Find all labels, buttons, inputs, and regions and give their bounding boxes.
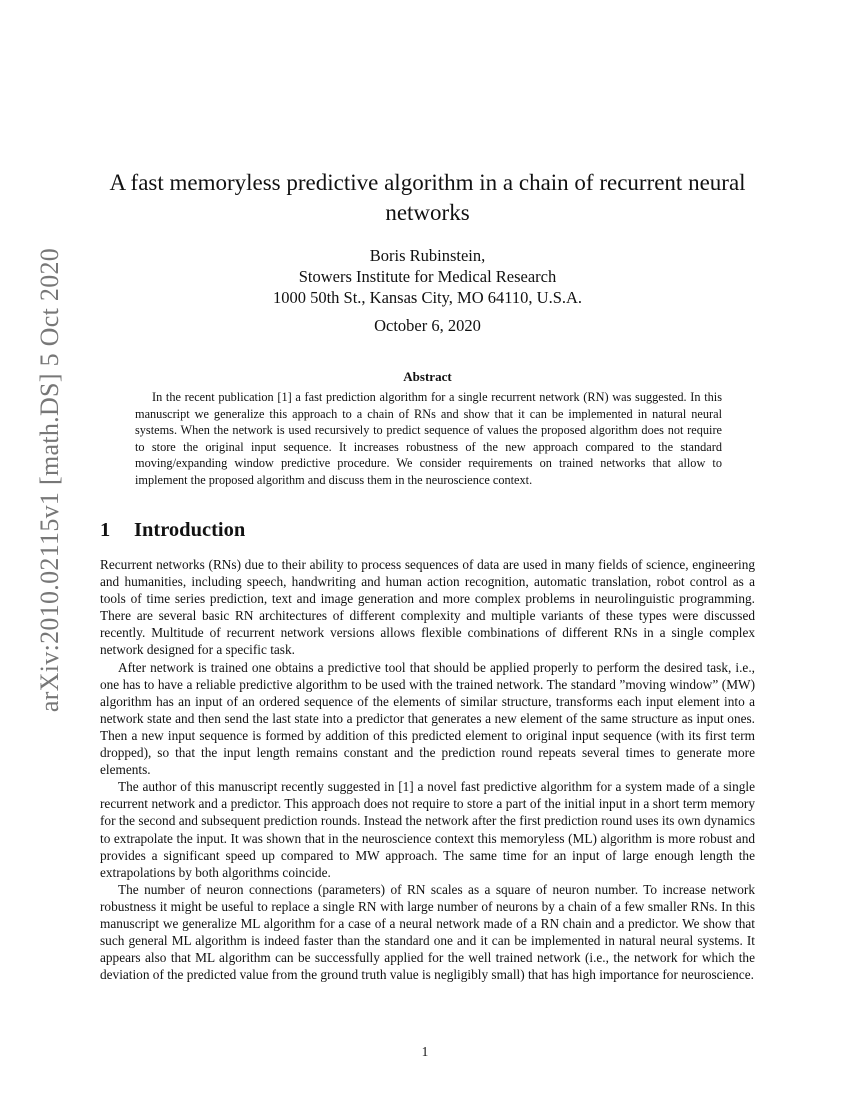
paper-date: October 6, 2020	[374, 316, 481, 335]
body-paragraph: Recurrent networks (RNs) due to their ability to process sequences of data are used in many fields of science, engineering and humanities, including speech, handwriting and human action recognition, automatic translation, robot control as a tools of time series prediction, text and image generation and more complex problems in neurolinguistic programming. There are several basic RN architectures of different complexity and multiple variants of these types were discussed recently. Multitude of recurrent network versions allows flexible combinations of different RNs in a single complex network designed for a specific task.	[100, 557, 755, 658]
abstract-heading: Abstract	[403, 369, 452, 384]
paper-title: A fast memoryless predictive algorithm in a chain of recurrent neural networks	[109, 170, 746, 225]
abstract-text: In the recent publication [1] a fast prediction algorithm for a single recurrent network (RN) was suggested. In this manuscript we generalize this approach to a chain of RNs and show that it can be implemented in natural neural systems. When the network is used recursively to predict sequence of values the proposed algorithm does not require to store the original input sequence. It increases robustness of the new approach compared to the standard moving/expanding window predictive procedure. We consider requirements on trained networks that allow to implement the proposed algorithm and discuss them in the neuroscience context.	[135, 390, 722, 487]
section-body	[100, 556, 755, 983]
body-paragraph: The number of neuron connections (parameters) of RN scales as a square of neuron number. To increase network robustness it might be useful to replace a single RN with large number of neurons by a chain of a few smaller RNs. In this manuscript we generalize ML algorithm for a case of a neural network made of a RN chain and a predictor. We show that such general ML algorithm is indeed faster than the standard one and it can be implemented in natural neural systems. It appears also that ML algorithm can be successfully applied for the well trained network (i.e., the network for which the deviation of the predicted value from the ground truth value is negligibly small) that has high importance for neuroscience.	[100, 881, 755, 983]
author-affiliation: Stowers Institute for Medical Research	[298, 267, 557, 286]
page-number: 1	[421, 1044, 429, 1059]
author-block	[100, 245, 755, 308]
section-title: Introduction	[134, 519, 246, 541]
arxiv-identifier-stamp: arXiv:2010.02115v1 [math.DS] 5 Oct 2020	[35, 247, 64, 713]
author-address: 1000 50th St., Kansas City, MO 64110, U.S.A.	[272, 288, 583, 307]
body-paragraph: After network is trained one obtains a predictive tool that should be applied properly to perform the desired task, i.e., one has to have a reliable predictive algorithm to be used with the trained network. The standard ”moving window” (MW) algorithm has an input of an ordered sequence of the elements of similar structure, transforms each input element into a network state and then send the last state into a predictor that generates a new element of the same structure as input ones. Then a new input sequence is formed by addition of this predicted element to original input sequence (with its first term dropped), so that the input length remains constant and the prediction round repeats several times to generate more elements.	[100, 659, 755, 778]
author-name: Boris Rubinstein,	[369, 246, 486, 265]
section-heading	[100, 519, 245, 542]
section-number: 1	[100, 519, 111, 541]
body-paragraph: The author of this manuscript recently suggested in [1] a novel fast predictive algorithm for a system made of a single recurrent network and a predictor. This approach does not require to store a part of the initial input in a short term memory for the second and subsequent prediction rounds. Instead the network after the first prediction round uses its own dynamics to extrapolate the input. It was shown that in the neuroscience context this memoryless (ML) algorithm is more robust and provides a significant speed up compared to MW approach. The same time for an input of large enough length the extrapolations by both algorithms coincide.	[100, 779, 755, 880]
